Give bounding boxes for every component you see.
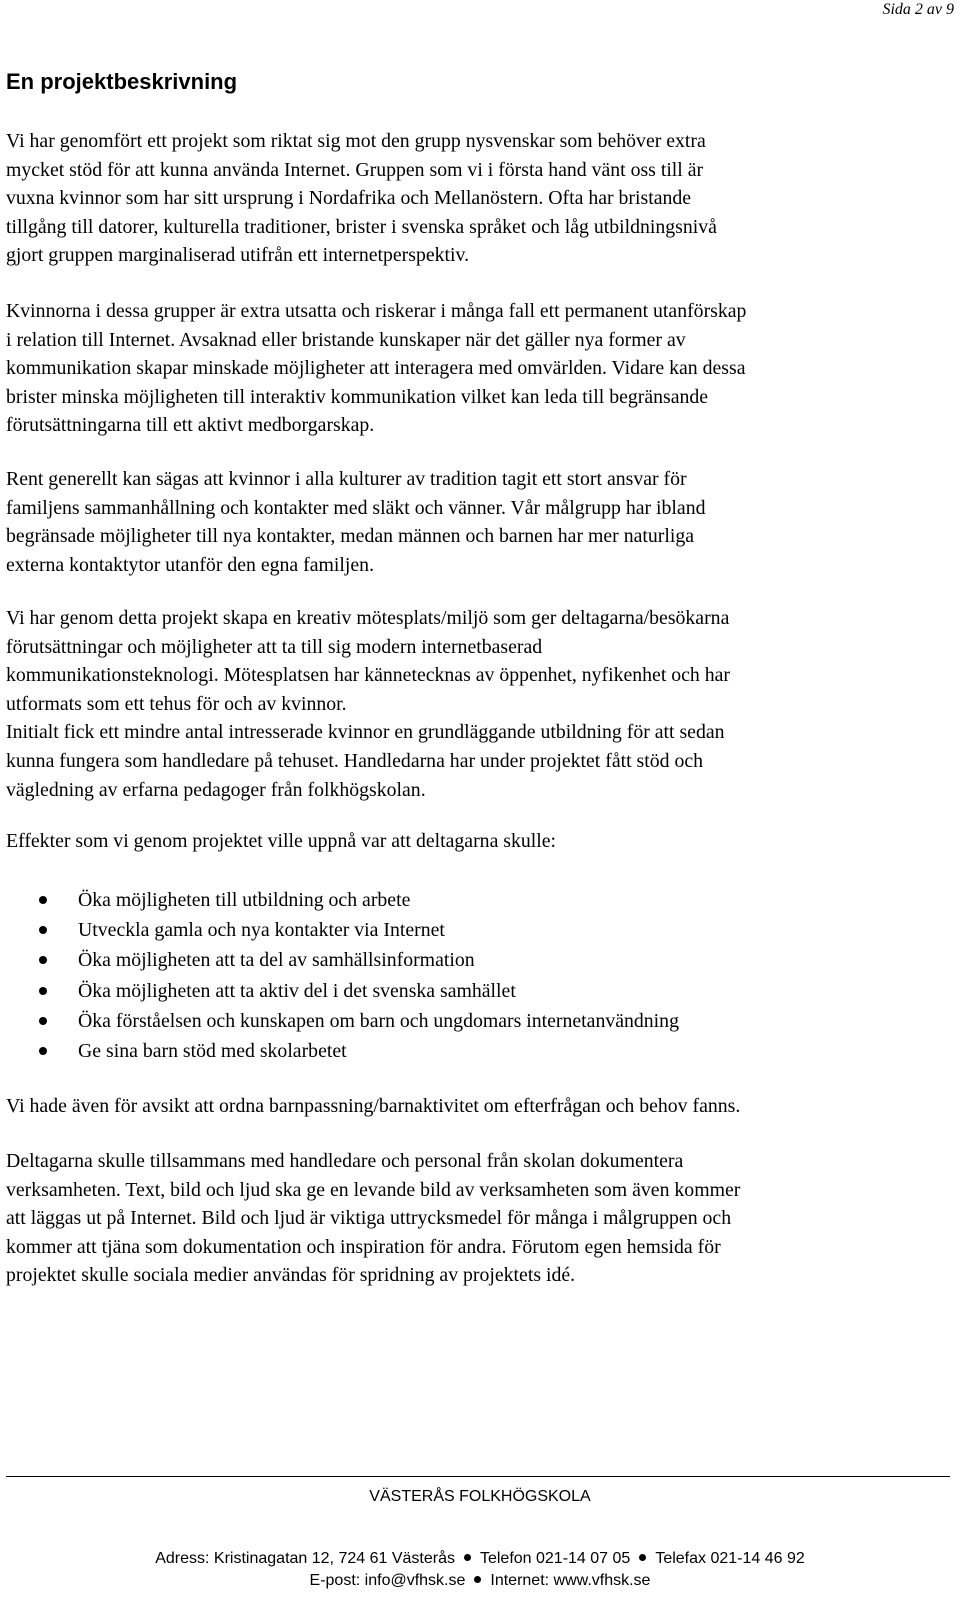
text-line: kommer att tjäna som dokumentation och inspiration för andra. Förutom egen hemsida för: [6, 1235, 721, 1258]
paragraph-7: [6, 1147, 950, 1290]
text-line: mycket stöd för att kunna använda Internet. Gruppen som vi i första hand vänt oss till är: [6, 158, 704, 181]
bullet-icon: [39, 926, 47, 934]
text-line: begränsade möjligheter till nya kontakter, medan männen och barnen har mer naturliga: [6, 525, 694, 548]
text-line: Vi har genomfört ett projekt som riktat sig mot den grupp nysvenskar som behöver extra: [6, 130, 706, 152]
list-item: [6, 885, 950, 915]
text-line: projektet skulle sociala medier användas för spridning av projektets idé.: [6, 1264, 576, 1287]
text-line: att läggas ut på Internet. Bild och ljud är viktiga uttrycksmedel för många i målgruppen och: [6, 1207, 732, 1230]
list-item-text: Öka möjligheten att ta del av samhällsinformation: [78, 949, 475, 972]
document-heading: En projektbeskrivning: [6, 69, 238, 94]
bullet-separator-icon: [474, 1576, 481, 1583]
list-item-text: Ge sina barn stöd med skolarbetet: [78, 1040, 347, 1063]
effects-list: [6, 885, 950, 1066]
paragraph-5: [6, 827, 950, 856]
paragraph-1: [6, 127, 950, 270]
list-item-text: Öka möjligheten till utbildning och arbete: [78, 889, 411, 911]
text-line: gjort gruppen marginaliserad utifrån ett internetperspektiv.: [6, 244, 470, 267]
text-line: brister minska möjligheten till interaktiv kommunikation vilket kan leda till begränsande: [6, 385, 709, 408]
paragraph-6: [6, 1092, 950, 1121]
list-item-text: Öka förståelsen och kunskapen om barn och ungdomars internetanvändning: [78, 1009, 679, 1032]
paragraph-2: [6, 297, 950, 440]
text-line: Vi har genom detta projekt skapa en kreativ mötesplats/miljö som ger deltagarna/besökarna: [6, 607, 730, 629]
footer-address: Adress: Kristinagatan 12, 724 61 Västerås: [155, 1550, 455, 1567]
text-line: verksamheten. Text, bild och ljud ska ge en levande bild av verksamheten som även kommer: [6, 1178, 741, 1201]
text-line: kommunikationsteknologi. Mötesplatsen har kännetecknas av öppenhet, nyfikenhet och har: [6, 664, 731, 687]
text-line: kunna fungera som handledare på tehuset. Handledarna har under projektet fått stöd och: [6, 749, 704, 772]
paragraph-3: [6, 465, 950, 579]
footer-phone: Telefon 021-14 07 05: [479, 1550, 631, 1567]
footer-organization: VÄSTERÅS FOLKHÖGSKOLA: [369, 1488, 591, 1505]
footer-contact: [0, 1548, 960, 1592]
bullet-icon: [39, 956, 47, 964]
bullet-icon: [39, 896, 47, 904]
text-line: utformats som ett tehus för och av kvinnor.: [6, 692, 347, 715]
footer-contact-line-2: [0, 1570, 960, 1592]
paragraph-4: [6, 604, 950, 804]
list-item: [6, 945, 950, 975]
bullet-separator-icon: [639, 1554, 646, 1561]
list-item: [6, 1006, 950, 1036]
text-line: Initialt fick ett mindre antal intresserade kvinnor en grundläggande utbildning för att sedan: [6, 721, 725, 744]
text-line: Effekter som vi genom projektet ville uppnå var att deltagarna skulle:: [6, 830, 557, 852]
bullet-icon: [39, 1017, 47, 1025]
page-number: Sida 2 av 9: [882, 1, 954, 18]
list-item: [6, 1036, 950, 1066]
text-line: i relation till Internet. Avsaknad eller bristande kunskaper när det gäller nya former av: [6, 328, 686, 351]
text-line: Vi hade även för avsikt att ordna barnpassning/barnaktivitet om efterfrågan och behov fanns.: [6, 1095, 741, 1117]
text-line: förutsättningar och möjligheter att ta till sig modern internetbaserad: [6, 635, 543, 658]
text-line: vuxna kvinnor som har sitt ursprung i Nordafrika och Mellanöstern. Ofta har bristande: [6, 187, 692, 210]
list-item: [6, 976, 950, 1006]
footer-fax: Telefax 021-14 46 92: [655, 1550, 805, 1567]
bullet-icon: [39, 1047, 47, 1055]
text-line: vägledning av erfarna pedagoger från folkhögskolan.: [6, 778, 426, 801]
text-line: tillgång till datorer, kulturella traditioner, brister i svenska språket och låg utbildningsnivå: [6, 215, 717, 238]
list-item-text: Utveckla gamla och nya kontakter via Internet: [78, 919, 445, 942]
text-line: kommunikation skapar minskade möjligheter att interagera med omvärlden. Vidare kan dessa: [6, 357, 746, 380]
text-line: Deltagarna skulle tillsammans med handledare och personal från skolan dokumentera: [6, 1150, 684, 1172]
list-item: [6, 915, 950, 945]
list-item-text: Öka möjligheten att ta aktiv del i det svenska samhället: [78, 979, 516, 1002]
footer-email[interactable]: E-post: info@vfhsk.se: [309, 1572, 466, 1589]
footer-contact-line-1: [0, 1548, 960, 1570]
text-line: Rent generellt kan sägas att kvinnor i alla kulturer av tradition tagit ett stort ansvar för: [6, 468, 687, 490]
footer-divider: [6, 1476, 950, 1477]
text-line: förutsättningarna till ett aktivt medborgarskap.: [6, 414, 375, 437]
bullet-separator-icon: [464, 1554, 471, 1561]
text-line: Kvinnorna i dessa grupper är extra utsatta och riskerar i många fall ett permanent utanförskap: [6, 300, 747, 322]
bullet-icon: [39, 987, 47, 995]
text-line: externa kontaktytor utanför den egna familjen.: [6, 553, 375, 576]
text-line: familjens sammanhållning och kontakter med släkt och vänner. Vår målgrupp har ibland: [6, 496, 706, 519]
footer-website[interactable]: Internet: www.vfhsk.se: [490, 1572, 651, 1589]
